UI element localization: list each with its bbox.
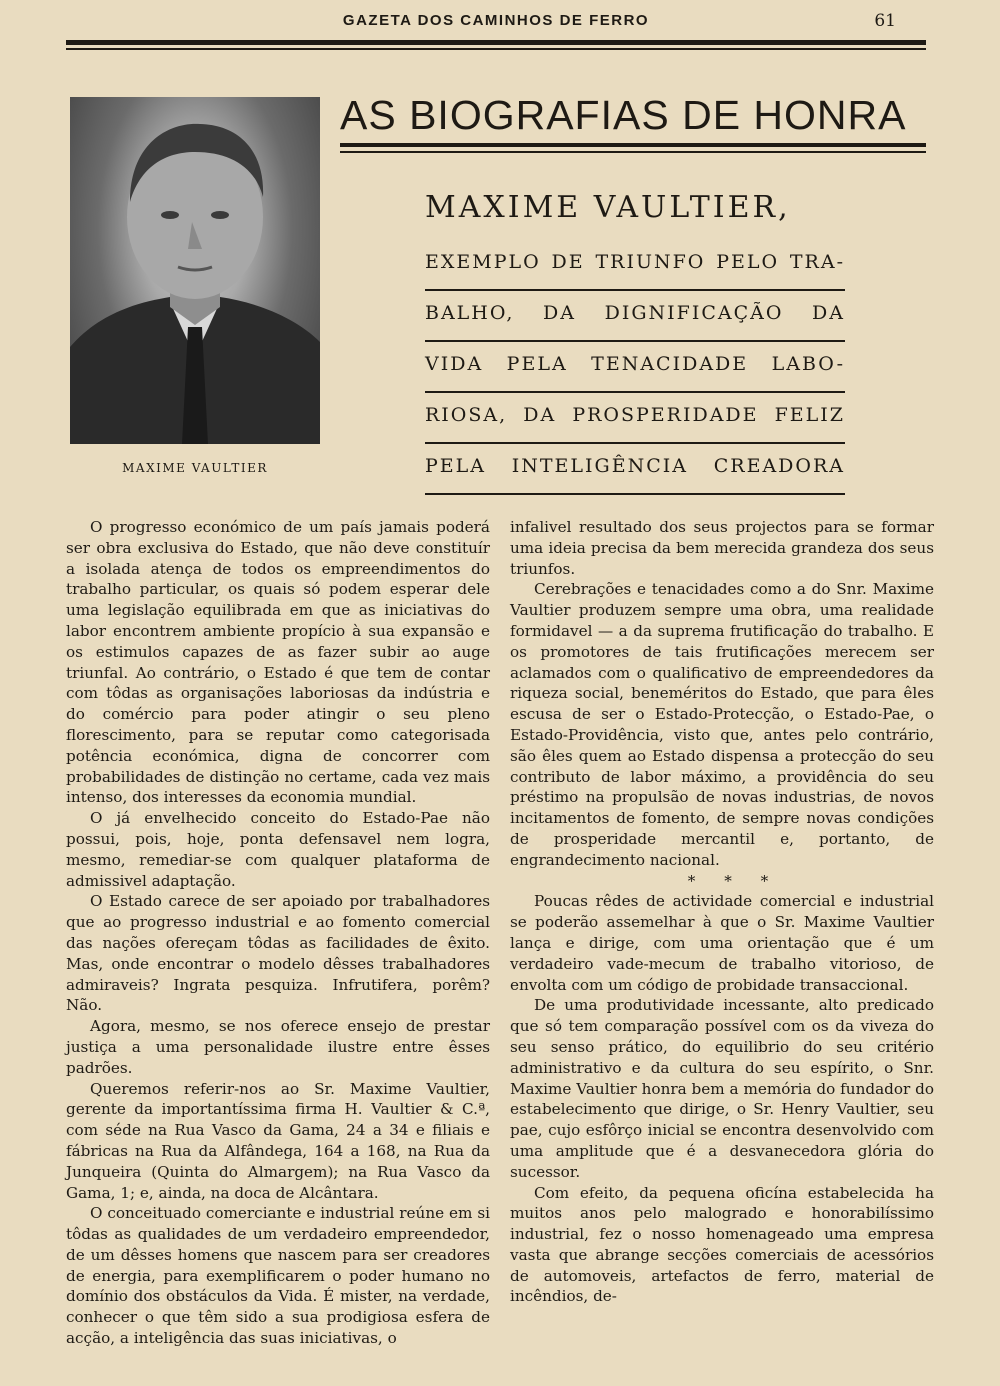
body-paragraph: Queremos referir-nos ao Sr. Maxime Vaultier, gerente da importantíssima firma H. Vaultier & C.ª, com séde na Rua Vasco da Gama, 24 a 34 e filiais e fábricas na Rua da Alfândega, 164 a 168, na Rua da Junqueira (Quinta do Almargem); na Rua Vasco da Gama, 1; e, ainda, na doca de Alcântara. [66, 1079, 490, 1202]
journal-name: GAZETA DOS CAMINHOS DE FERRO [342, 12, 650, 29]
body-paragraph: O Estado carece de ser apoiado por trabalhadores que ao progresso industrial e ao fomento comercial das nações ofereçam tôdas as facilidades de êxito. Mas, onde encontrar o modelo dêsses trabalhadores admiraveis? Ingrata pesquiza. Infrutifera, porêm? Não. [66, 892, 490, 1015]
header-rule-thick [66, 40, 926, 45]
asterism-divider: * * * [687, 871, 781, 890]
article-subtitle [425, 240, 845, 495]
subtitle-line: VIDA PELA TENACIDADE LABO- [425, 342, 845, 393]
section-title: AS BIOGRAFIAS DE HONRA [340, 92, 907, 138]
subtitle-line: PELA INTELIGÊNCIA CREADORA [425, 444, 845, 495]
body-paragraph: Com efeito, da pequena oficína estabelecida ha muitos anos pelo malogrado e honorabilíssimo industrial, fez o nosso homenageado uma empresa vasta que abrange secções comerciais de acessórios de automoveis, artefactos de ferro, material de incêndios, de- [510, 1183, 934, 1306]
subtitle-line: RIOSA, DA PROSPERIDADE FELIZ [425, 393, 845, 444]
body-paragraph: Agora, mesmo, se nos oferece ensejo de prestar justiça a uma personalidade ilustre entre êsses padrões. [66, 1017, 490, 1077]
body-paragraph: O progresso económico de um país jamais poderá ser obra exclusiva do Estado, que não deve constituír a isolada atença de todos os empreendimentos do trabalho particular, os quais só podem esperar dele uma legislação equilibrada em que as iniciativas do labor encontrem ambiente propício à sua expansão e os estimulos capazes de as fazer subir ao auge triunfal. Ao contrário, o Estado é que tem de contar com tôdas as organisações laboriosas da indústria e do comércio para poder atingir o seu pleno florescimento, para se reputar como categorisada potência económica, digna de concorrer com probabilidades de distinção no certame, cada vez mais intenso, dos interesses da economia mundial. [66, 518, 490, 807]
running-head [66, 10, 926, 36]
body-paragraph: O conceituado comerciante e industrial reúne em si tôdas as qualidades de um verdadeiro empreendedor, de um dêsses homens que nascem para ser creadores de energia, para exemplificarem o poder humano no domínio dos obstáculos da Vida. É mister, na verdade, conhecer o que têm sido a sua prodigiosa esfera de acção, a inteligência das suas iniciativas, o [66, 1204, 490, 1348]
subtitle-line: BALHO, DA DIGNIFICAÇÃO DA [425, 291, 845, 342]
body-paragraph: O já envelhecido conceito do Estado-Pae não possui, pois, hoje, ponta defensavel nem logra, mesmo, remediar-se com qualquer plataforma de admissivel adaptação. [66, 809, 490, 890]
article-name-heading: MAXIME VAULTIER, [425, 190, 791, 225]
body-paragraph: De uma produtividade incessante, alto predicado que só tem comparação possível com os da viveza do seu senso prático, do equilibrio do seu critério administrativo e da cultura do seu espírito, o Snr. Maxime Vaultier honra bem a memória do fundador do estabelecimento que dirige, o Sr. Henry Vaultier, seu pae, cujo esfôrço inicial se encontra desenvolvido com uma amplitude que é a desvanecedora glória do sucessor. [510, 996, 934, 1181]
body-column-left [66, 517, 490, 1349]
body-paragraph: infalivel resultado dos seus projectos para se formar uma ideia precisa da bem merecida grandeza dos seus triunfos. [510, 518, 934, 578]
subtitle-line: EXEMPLO DE TRIUNFO PELO TRA- [425, 240, 845, 291]
page-number: 61 [874, 11, 896, 31]
portrait-illustration [70, 97, 320, 444]
title-rule-thick [340, 143, 926, 147]
title-rule-thin [340, 151, 926, 153]
portrait-caption: MAXIME VAULTIER [122, 461, 268, 475]
body-column-right [510, 517, 934, 1307]
portrait-photo [70, 97, 320, 444]
body-paragraph: Cerebrações e tenacidades como a do Snr. Maxime Vaultier produzem sempre uma obra, uma realidade formidavel — a da suprema frutificação do trabalho. E os promotores de tais frutificações merecem ser aclamados com o qualificativo de empreendedores da riqueza social, beneméritos do Estado, que para êles escusa de ser o Estado-Protecção, o Estado-Pae, o Estado-Providência, visto que, antes pelo contrário, são êles quem ao Estado dispensa a protecção do seu contributo de labor máximo, a providência do seu préstimo na propulsão de novas industrias, de novos incitamentos de fomento, de sempre novas condições de prosperidade mercantil e, portanto, de engrandecimento nacional. [510, 580, 934, 869]
header-rule-thin [66, 48, 926, 50]
body-paragraph: Poucas rêdes de actividade comercial e industrial se poderão assemelhar à que o Sr. Maxime Vaultier lança e dirige, com uma orientação que é um verdadeiro vade-mecum de trabalho vitorioso, de envolta com um código de probidade transaccional. [510, 892, 934, 994]
